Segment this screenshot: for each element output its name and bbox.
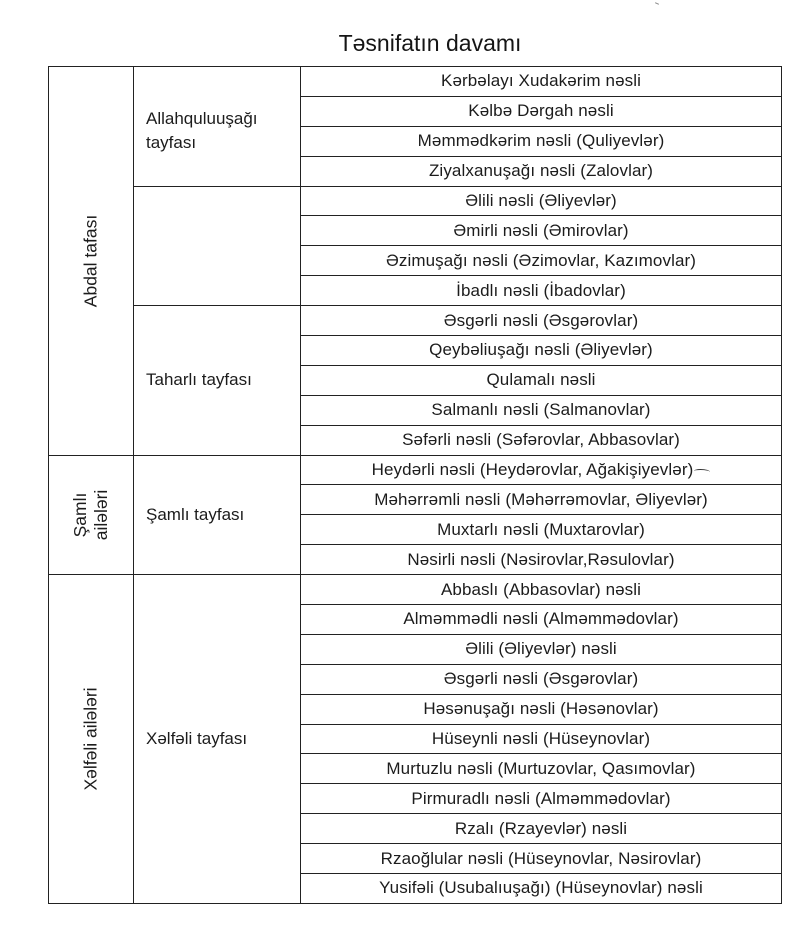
family-label: Hüseynli nəsli (Hüseynovlar) (431, 729, 651, 749)
family-cell (301, 814, 782, 844)
page-title: Təsnifatın davamı (338, 30, 522, 56)
table-body (49, 67, 782, 904)
group-cell (49, 455, 134, 575)
table-row (49, 455, 782, 485)
tribe-cell (134, 306, 301, 455)
family-cell (301, 634, 782, 664)
family-label: Heydərli nəsli (Heydərovlar, Ağakişiyevlər) (371, 460, 694, 480)
family-cell (301, 724, 782, 754)
family-cell (301, 126, 782, 156)
family-label: Nəsirli nəsli (Nəsirovlar,Rəsulovlar) (407, 549, 675, 569)
classification-table-wrapper (48, 66, 782, 904)
family-label: Səfərli nəsli (Səfərovlar, Abbasovlar) (402, 430, 680, 450)
family-label: Muxtarlı nəsli (Muxtarovlar) (437, 519, 645, 539)
family-cell (301, 605, 782, 635)
family-label: Ziyalxanuşağı nəsli (Zalovlar) (428, 161, 654, 181)
family-cell (301, 96, 782, 126)
table-row (49, 575, 782, 605)
family-cell (301, 694, 782, 724)
tribe-label (146, 107, 300, 155)
group-cell (49, 67, 134, 456)
family-label: İbadlı nəsli (İbadovlar) (456, 280, 626, 300)
family-label: Həsənuşağı nəsli (Həsənovlar) (423, 699, 659, 719)
tribe-label: Şamlı tayfası (146, 504, 245, 524)
table-row (49, 306, 782, 336)
family-cell (301, 395, 782, 425)
family-label: Əzimuşağı nəsli (Əzimovlar, Kazımovlar) (385, 250, 697, 270)
family-label: Murtuzlu nəsli (Murtuzovlar, Qasımovlar) (386, 758, 696, 778)
tribe-label: Xəlfəli tayfası (146, 729, 248, 749)
group-label (70, 490, 112, 541)
scan-artifact (655, 2, 659, 5)
family-cell (301, 754, 782, 784)
family-cell (301, 784, 782, 814)
group-label-line: Abdal tafası (80, 214, 101, 307)
tribe-label-line: tayfası (146, 133, 197, 152)
family-cell (301, 425, 782, 455)
family-label: Abbaslı (Abbasovlar) nəsli (440, 579, 642, 599)
group-label (81, 215, 102, 307)
family-label: Əmirli nəsli (Əmirovlar) (453, 220, 629, 240)
tribe-cell (134, 575, 301, 904)
family-label: Kərbəlayı Xudakərim nəsli (441, 71, 641, 91)
group-label-line: Xəlfəli ailələri (80, 687, 101, 791)
group-label-line: ailələri (91, 489, 111, 541)
family-label: Əsgərli nəsli (Əsgərovlar) (443, 310, 639, 330)
family-cell (301, 67, 782, 97)
family-label: Məmmədkərim nəsli (Quliyevlər) (417, 131, 665, 151)
family-label: Yusifəli (Usubalıuşağı) (Hüseynovlar) nəsli (379, 878, 703, 898)
family-label: Alməmmədli nəsli (Alməmmədovlar) (403, 609, 679, 629)
family-cell (301, 306, 782, 336)
table-row (49, 186, 782, 216)
family-label: Pirmuradlı nəsli (Alməmmədovlar) (411, 788, 671, 808)
family-label: Məhərrəmli nəsli (Məhərrəmovlar, Əliyevlər) (374, 489, 708, 509)
family-label: Kəlbə Dərgah nəsli (468, 101, 614, 121)
family-cell (301, 874, 782, 904)
family-cell (301, 575, 782, 605)
family-label: Əsgərli nəsli (Əsgərovlar) (443, 669, 639, 689)
group-label (81, 687, 102, 790)
family-cell (301, 365, 782, 395)
tribe-cell (134, 455, 301, 575)
family-cell (301, 216, 782, 246)
family-cell (301, 336, 782, 366)
tribe-label-line: Allahquluuşağı (146, 109, 258, 128)
family-label: Salmanlı nəsli (Salmanovlar) (431, 400, 651, 420)
family-cell (301, 186, 782, 216)
family-cell (301, 844, 782, 874)
family-cell (301, 485, 782, 515)
tribe-label: Taharlı tayfası (146, 370, 252, 390)
family-cell (301, 455, 782, 485)
family-label: Qulamalı nəsli (486, 370, 596, 390)
tribe-cell (134, 186, 301, 306)
classification-table (48, 66, 782, 904)
family-cell (301, 545, 782, 575)
family-label: Qeybəliuşağı nəsli (Əliyevlər) (429, 340, 653, 360)
family-label: Əlili nəsli (Əliyevlər) (465, 191, 617, 210)
family-cell (301, 276, 782, 306)
handwritten-mark (694, 469, 710, 474)
family-label: Əlili (Əliyevlər) nəsli (465, 639, 617, 659)
family-label: Rzalı (Rzayevlər) nəsli (454, 818, 628, 838)
family-cell (301, 246, 782, 276)
group-label-line: Şamlı (70, 492, 90, 538)
tribe-cell (134, 67, 301, 187)
family-cell (301, 515, 782, 545)
group-cell (49, 575, 134, 904)
family-cell (301, 664, 782, 694)
table-row (49, 67, 782, 97)
family-cell (301, 156, 782, 186)
family-label: Rzaoğlular nəsli (Hüseynovlar, Nəsirovlar) (380, 848, 702, 868)
